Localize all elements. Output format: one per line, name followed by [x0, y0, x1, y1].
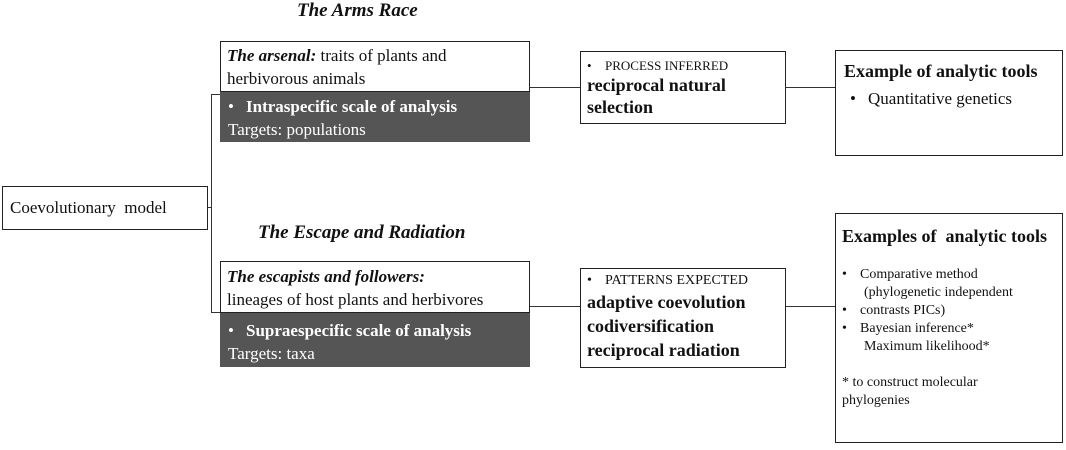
pattern-reciprocal-radiation: reciprocal radiation	[587, 340, 740, 360]
tool-item-bayesian-ml	[842, 320, 1056, 356]
connector-process-to-tools	[786, 87, 836, 88]
escapists-term: The escapists and followers:	[227, 267, 425, 286]
quantitative-genetics-item: Quantitative genetics	[868, 89, 1012, 108]
pattern-adaptive-coevolution: adaptive coevolution	[587, 292, 746, 312]
coevolutionary-model-box	[2, 186, 208, 230]
tool-line: Comparative method	[860, 267, 978, 282]
tool-line: Bayesian inference*	[860, 321, 974, 336]
process-inferred-box	[580, 51, 786, 124]
intraspecific-scale-box	[220, 92, 530, 142]
patterns-expected-box	[580, 268, 786, 368]
supraespecific-scale-label: Supraespecific scale of analysis	[246, 321, 472, 340]
intraspecific-scale-label: Intraspecific scale of analysis	[246, 97, 458, 116]
analytic-tools-box	[835, 50, 1063, 156]
arms-race-title: The Arms Race	[297, 0, 418, 21]
tool-line: Maximum likelihood*	[864, 339, 990, 354]
pattern-codiversification: codiversification	[587, 316, 714, 336]
bullet-icon: •	[228, 321, 234, 340]
arsenal-term: The arsenal:	[227, 46, 317, 65]
tool-item-comparative-method	[842, 266, 1056, 302]
process-inferred-label: PROCESS INFERRED	[605, 58, 729, 73]
tool-line: contrasts PICs)	[860, 303, 946, 318]
reciprocal-natural-selection: reciprocal natural selection	[587, 75, 726, 117]
coevolutionary-model-label: Coevolutionary model	[10, 198, 167, 217]
connector-patterns-to-tools	[786, 306, 836, 307]
escape-radiation-title: The Escape and Radiation	[258, 222, 466, 243]
bullet-icon: •	[842, 267, 847, 282]
escapists-text: lineages of host plants and herbivores	[227, 290, 484, 309]
bullet-icon: •	[587, 273, 592, 288]
connector-bottom-to-patterns	[529, 306, 581, 307]
arsenal-text: traits of plants and herbivorous animals	[227, 46, 447, 88]
bullet-icon: •	[842, 321, 847, 336]
connector-top-to-process	[529, 87, 581, 88]
analytic-tools-heading: Example of analytic tools	[844, 61, 1038, 81]
tool-item-contrasts	[842, 302, 1056, 320]
targets-taxa: Targets: taxa	[228, 344, 315, 363]
bullet-icon: •	[850, 89, 856, 108]
arsenal-box	[220, 41, 530, 92]
connector-trunk-vertical	[211, 94, 212, 313]
patterns-expected-label: PATTERNS EXPECTED	[605, 273, 749, 288]
targets-populations: Targets: populations	[228, 120, 366, 139]
supraespecific-scale-box	[220, 313, 530, 367]
examples-analytic-tools-heading: Examples of analytic tools	[842, 226, 1047, 246]
tool-line: (phylogenetic independent	[864, 285, 1013, 300]
escapists-box	[220, 261, 530, 313]
footnote-molecular-phylogenies: * to construct molecular phylogenies	[842, 375, 978, 408]
examples-analytic-tools-box	[835, 213, 1063, 443]
bullet-icon: •	[587, 58, 592, 73]
bullet-icon: •	[228, 97, 234, 116]
bullet-icon: •	[842, 303, 847, 318]
